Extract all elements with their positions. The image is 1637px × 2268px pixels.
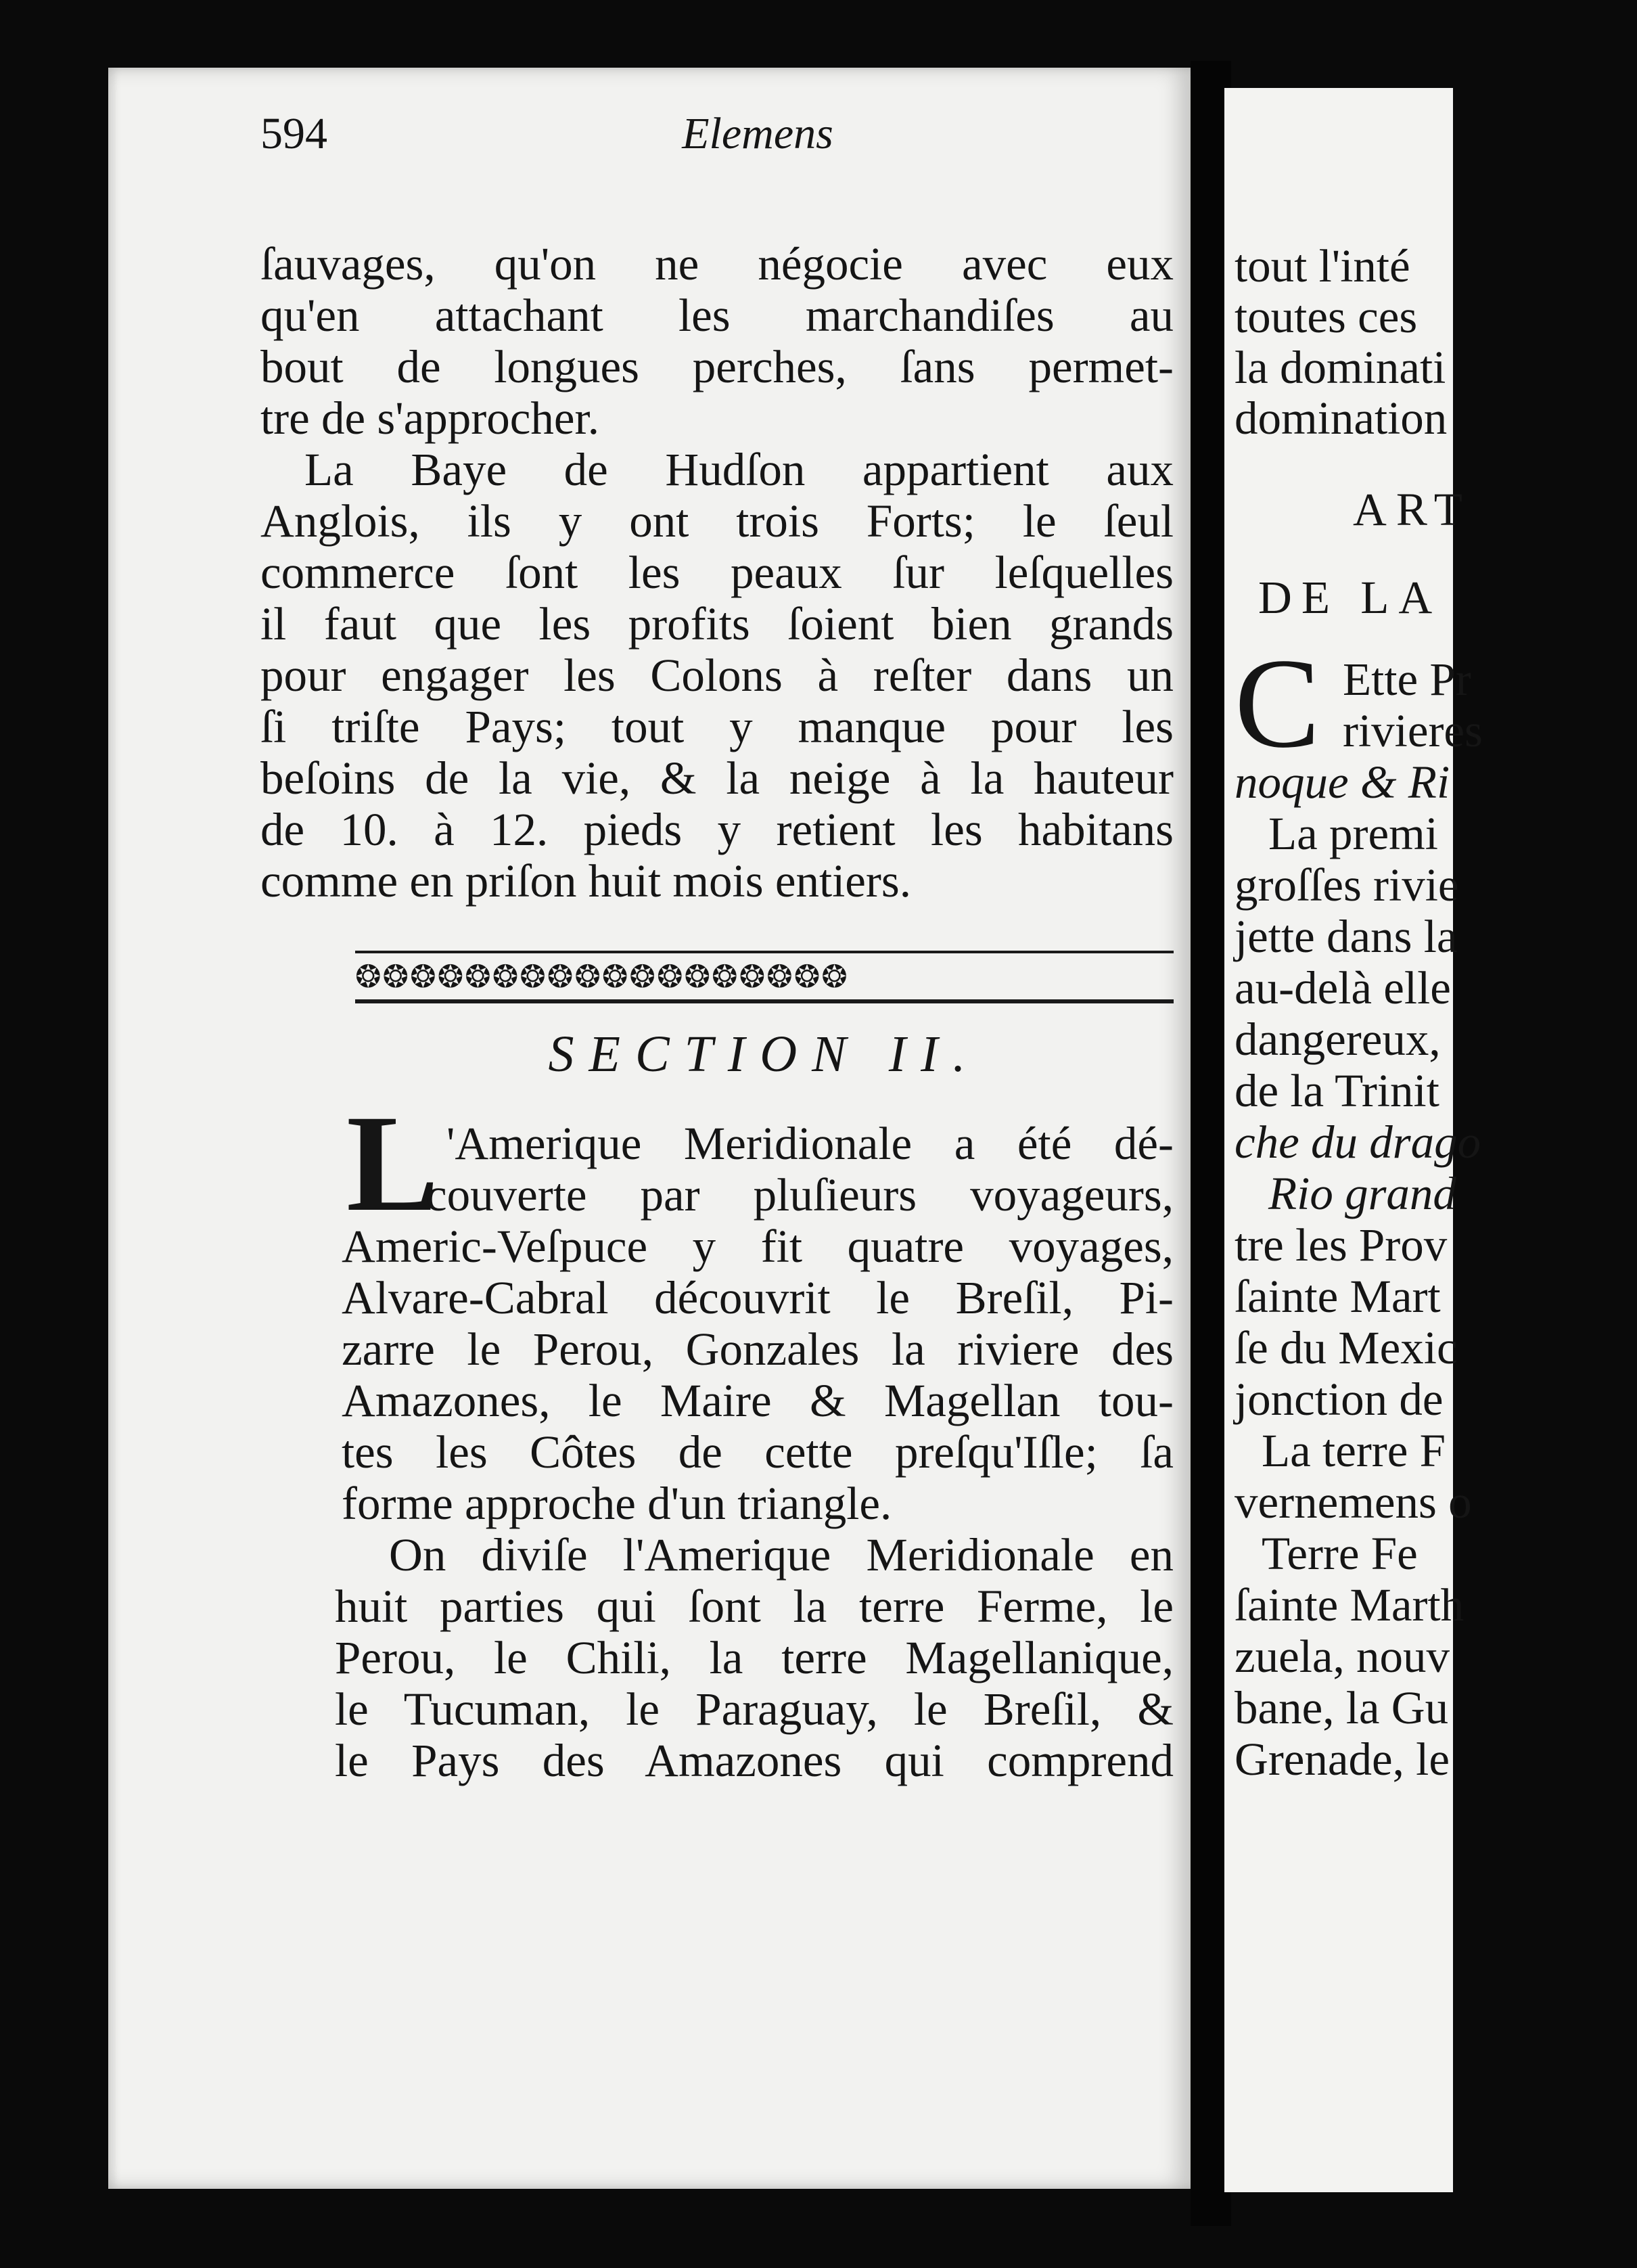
running-title: Elemens	[682, 109, 833, 158]
text-line: Rio grand	[1268, 1168, 1456, 1219]
text-line: ſi triſte Pays; tout y manque pour les	[260, 701, 1174, 752]
text-line: bout de longues perches, ſans permet-	[260, 341, 1174, 392]
text-line: au-delà elle	[1235, 962, 1451, 1014]
text-line: bane, la Gu	[1235, 1682, 1449, 1733]
drop-cap: L	[346, 1087, 439, 1240]
text-line: Grenade, le	[1235, 1733, 1450, 1785]
text-line: dangereux,	[1235, 1014, 1441, 1065]
text-line: de 10. à 12. pieds y retient les habitans	[260, 804, 1174, 855]
section-title: SECTION II.	[548, 1026, 981, 1083]
text-line: le Tucuman, le Paraguay, le Breſil, &	[335, 1683, 1174, 1735]
text-line: jonction de	[1235, 1374, 1444, 1425]
text-line: ſainte Mart	[1235, 1271, 1441, 1322]
text-line: Americ-Veſpuce y fit quatre voyages,	[342, 1221, 1174, 1272]
drop-cap: C	[1235, 633, 1320, 775]
text-line: vernemens o	[1235, 1476, 1472, 1528]
text-line: beſoins de la vie, & la neige à la hauteur	[260, 752, 1174, 804]
text-line: forme approche d'un triangle.	[342, 1478, 892, 1529]
ornament-divider: ❂❂❂❂❂❂❂❂❂❂❂❂❂❂❂❂❂❂	[355, 951, 1174, 1003]
text-line: La Baye de Hudſon appartient aux	[304, 444, 1174, 495]
text-line: le Pays des Amazones qui comprend	[335, 1735, 1174, 1786]
text-line: La terre F	[1262, 1425, 1446, 1476]
text-line: che du drago	[1235, 1116, 1481, 1168]
text-line: Perou, le Chili, la terre Magellanique,	[335, 1632, 1174, 1683]
text-line: huit parties qui ſont la terre Ferme, le	[335, 1581, 1174, 1632]
text-line: commerce ſont les peaux ſur leſquelles	[260, 547, 1174, 598]
text-line: Terre Fe	[1262, 1528, 1418, 1579]
text-line: ſainte Marth	[1235, 1579, 1465, 1631]
text-line: noque & Ri	[1235, 756, 1450, 808]
text-line: La premi	[1268, 808, 1438, 859]
text-line: Alvare-Cabral découvrit le Breſil, Pi-	[342, 1272, 1174, 1323]
text-line: 'Amerique Meridionale a été dé-	[446, 1118, 1174, 1169]
text-line: Ette Pr	[1343, 654, 1471, 705]
text-line: il faut que les profits ſoient bien grands	[260, 598, 1174, 650]
text-line: la dominati	[1235, 342, 1446, 393]
text-line: Amazones, le Maire & Magellan tou-	[342, 1375, 1174, 1426]
text-line: couverte par pluſieurs voyageurs,	[426, 1169, 1174, 1221]
text-line: rivieres	[1343, 705, 1483, 756]
article-heading: ART	[1353, 484, 1472, 535]
text-line: groſſes rivie	[1235, 859, 1459, 911]
text-line: jette dans la	[1235, 911, 1458, 962]
text-line: Anglois, ils y ont trois Forts; le ſeul	[260, 495, 1174, 547]
text-line: de la Trinit	[1235, 1065, 1439, 1116]
text-line: comme en priſon huit mois entiers.	[260, 855, 911, 907]
text-line: zarre le Perou, Gonzales la riviere des	[342, 1323, 1174, 1375]
text-line: toutes ces	[1235, 291, 1418, 342]
text-line: domination	[1235, 392, 1448, 444]
text-line: tes les Côtes de cette preſqu'Iſle; ſa	[342, 1426, 1174, 1478]
page-number: 594	[260, 109, 327, 158]
text-line: ſauvages, qu'on ne négocie avec eux	[260, 238, 1174, 290]
text-line: On diviſe l'Amerique Meridionale en	[389, 1529, 1174, 1581]
text-line: tre les Prov	[1235, 1219, 1448, 1271]
text-line: pour engager les Colons à reſter dans un	[260, 650, 1174, 701]
text-line: tout l'inté	[1235, 240, 1410, 292]
text-line: qu'en attachant les marchandiſes au	[260, 290, 1174, 341]
text-line: ſe du Mexic	[1235, 1322, 1458, 1374]
article-subheading: DE LA	[1258, 572, 1442, 623]
text-line: tre de s'approcher.	[260, 392, 599, 444]
text-line: zuela, nouv	[1235, 1631, 1450, 1682]
